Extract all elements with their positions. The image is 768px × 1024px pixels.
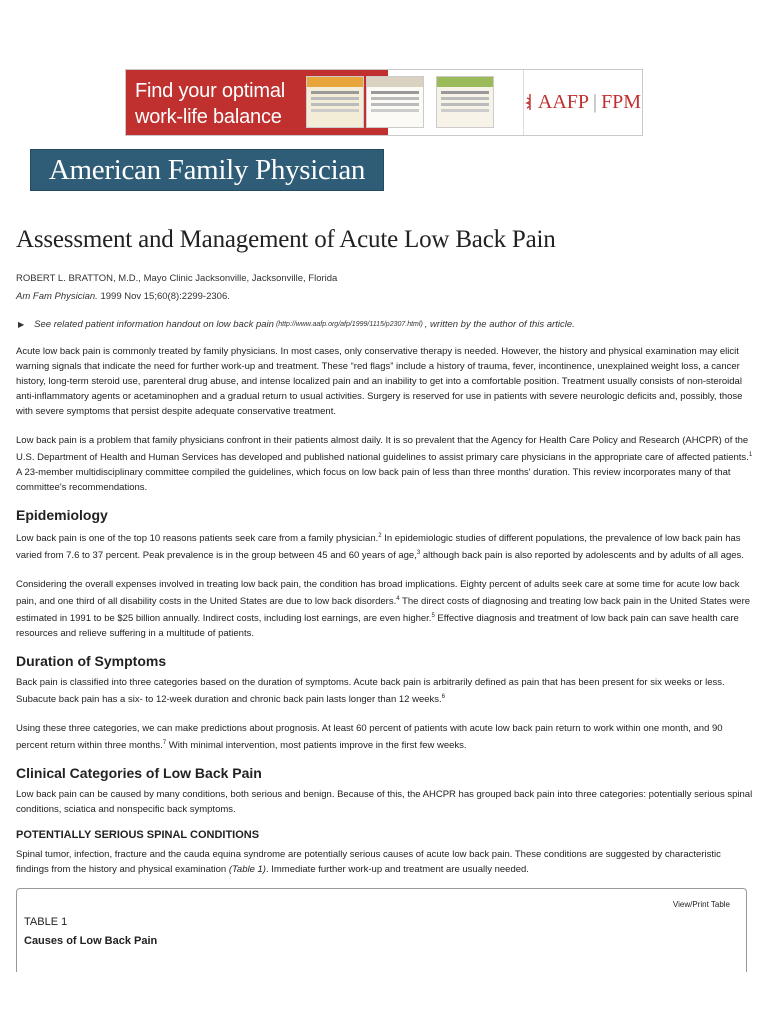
table-caption: Causes of Low Back Pain <box>24 935 158 947</box>
author-byline: ROBERT L. BRATTON, M.D., Mayo Clinic Jacksonville, Jacksonville, Florida <box>16 273 338 284</box>
fpm-logo-text: FPM <box>601 91 642 113</box>
aafp-logo-text: AAFP <box>537 91 590 113</box>
aafp-fpm-logo: AAFP | FPM <box>525 91 641 114</box>
related-handout-link[interactable] <box>16 319 756 330</box>
reference-link[interactable]: 4 <box>396 596 400 602</box>
duration-paragraph-1: Back pain is classified into three categories based on the duration of symptoms. Acute back pain is arbitrarily defined as pain that has been present for six weeks or less. Subacute back pain has a six- to 12-week duration and chronic back pain lasts longer than 12 weeks.$^6$ <box>16 677 725 705</box>
epidemiology-paragraph-2: Considering the overall expenses involved in treating low back pain, the condition has broad implications. Eighty percent of adults seek care at some time for acute low back pain, and one third of all disability costs in the United States are due to low back disorders.$^4$ The direct costs of diagnosing and treating low back pain in the United States were estimated in 1991 to be $25 billion annually. Indirect costs, including lost earnings, are even higher.$^5$ Effective diagnosis and treatment of low back pain can save health care resources and relieve suffering in a multitude of patients. <box>16 579 751 639</box>
view-print-table-link[interactable]: View/Print Table <box>672 900 730 909</box>
table-label: TABLE 1 <box>24 916 68 928</box>
magazine-cover-image <box>306 76 364 128</box>
reference-link[interactable]: 6 <box>441 694 445 700</box>
citation <box>16 291 756 302</box>
subsection-heading-serious-conditions: POTENTIALLY SERIOUS SPINAL CONDITIONS <box>16 829 260 841</box>
magazine-illustration-image <box>366 76 424 128</box>
reference-link[interactable]: 7 <box>162 740 167 746</box>
journal-masthead[interactable] <box>30 149 384 191</box>
citation-journal: Am Fam Physician. <box>16 291 98 302</box>
clinical-paragraph-1: Low back pain can be caused by many conditions, both serious and benign. Because of this, the AHCPR has grouped back pain into three categories: potentially serious spinal conditions, sciatica and nonspecific back symptoms. <box>16 789 753 815</box>
related-url[interactable]: (http://www.aafp.org/afp/1999/1115/p2307.html) <box>275 321 423 328</box>
section-heading-duration: Duration of Symptoms <box>16 653 167 669</box>
banner-logo-area <box>523 70 642 135</box>
clinical-paragraph-2: Spinal tumor, infection, fracture and the cauda equina syndrome are potentially serious causes of acute low back pain. These conditions are suggested by characteristic findings from the history and physical examination (Table 1). Immediate further work-up and treatment are usually needed. <box>16 849 721 875</box>
section-heading-epidemiology: Epidemiology <box>16 507 108 523</box>
banner-headline-line1: Find your optimal <box>135 80 285 102</box>
abstract-paragraph: Acute low back pain is commonly treated by family physicians. In most cases, only conservative therapy is needed. However, the history and physical examination may elicit warning signals that indicate the need for further work-up and treatment. These “red flags” include a history of trauma, fever, incontinence, unexplained weight loss, a cancer history, long-term steroid use, parenteral drug abuse, and intense localized pain and an inability to get into a comfortable position. Treatment usually consists of non-steroidal anti-inflammatory agents or acetaminophen and a gradual return to usual activities. Surgery is reserved for use in patients with severe neurologic deficits and, possibly, those with severe symptoms that persist despite adequate conservative treatment. <box>16 346 743 417</box>
related-text-after: , written by the author of this article. <box>424 319 575 330</box>
banner-headline-line2: work-life balance <box>135 106 282 128</box>
magazine-cover-image-2 <box>436 76 494 128</box>
play-arrow-icon: ▶ <box>18 320 25 329</box>
reference-link[interactable]: 5 <box>431 613 435 619</box>
masthead-title: American Family Physician <box>48 153 366 186</box>
table-reference-link[interactable]: (Table 1) <box>228 864 266 875</box>
table-1-container <box>16 888 747 972</box>
article <box>16 226 756 877</box>
section-heading-clinical-categories: Clinical Categories of Low Back Pain <box>16 765 262 781</box>
citation-details: 1999 Nov 15;60(8):2299-2306. <box>97 291 230 302</box>
banner-headline <box>135 78 285 130</box>
epidemiology-paragraph-1: Low back pain is one of the top 10 reasons patients seek care from a family physician.$^2$ In epidemiologic studies of different populations, the prevalence of low back pain has varied from 7.6 to 37 percent. Peak prevalence is in the group between 45 and 60 years of age,$^3$ although back pain is also reported by adolescents and by adults of all ages. <box>16 533 744 561</box>
aafp-caduceus-icon <box>525 94 535 110</box>
article-title: Assessment and Management of Acute Low Back Pain <box>16 226 556 253</box>
related-text: See related patient information handout on low back pain <box>34 319 274 330</box>
reference-link[interactable]: 2 <box>378 533 382 539</box>
intro-paragraph: Low back pain is a problem that family physicians confront in their patients almost daily. It is so prevalent that the Agency for Health Care Policy and Research (AHCPR) of the U.S. Department of Health and Human Services has developed and published national guidelines to assist primary care physicians in the appropriate care of affected patients.$^1$ A 23-member multidisciplinary committee compiled the guidelines, which focus on low back pain of less than three months' duration. This review incorporates many of that committee's recommendations. <box>16 435 753 493</box>
banner-ad[interactable] <box>125 69 643 136</box>
reference-link[interactable]: 1 <box>748 452 753 458</box>
reference-link[interactable]: 3 <box>416 550 421 556</box>
duration-paragraph-2: Using these three categories, we can make predictions about prognosis. At least 60 percent of patients with acute low back pain return to work within one month, and 90 percent return within three months.$^7$ With minimal intervention, most patients improve in the first few weeks. <box>16 723 723 751</box>
